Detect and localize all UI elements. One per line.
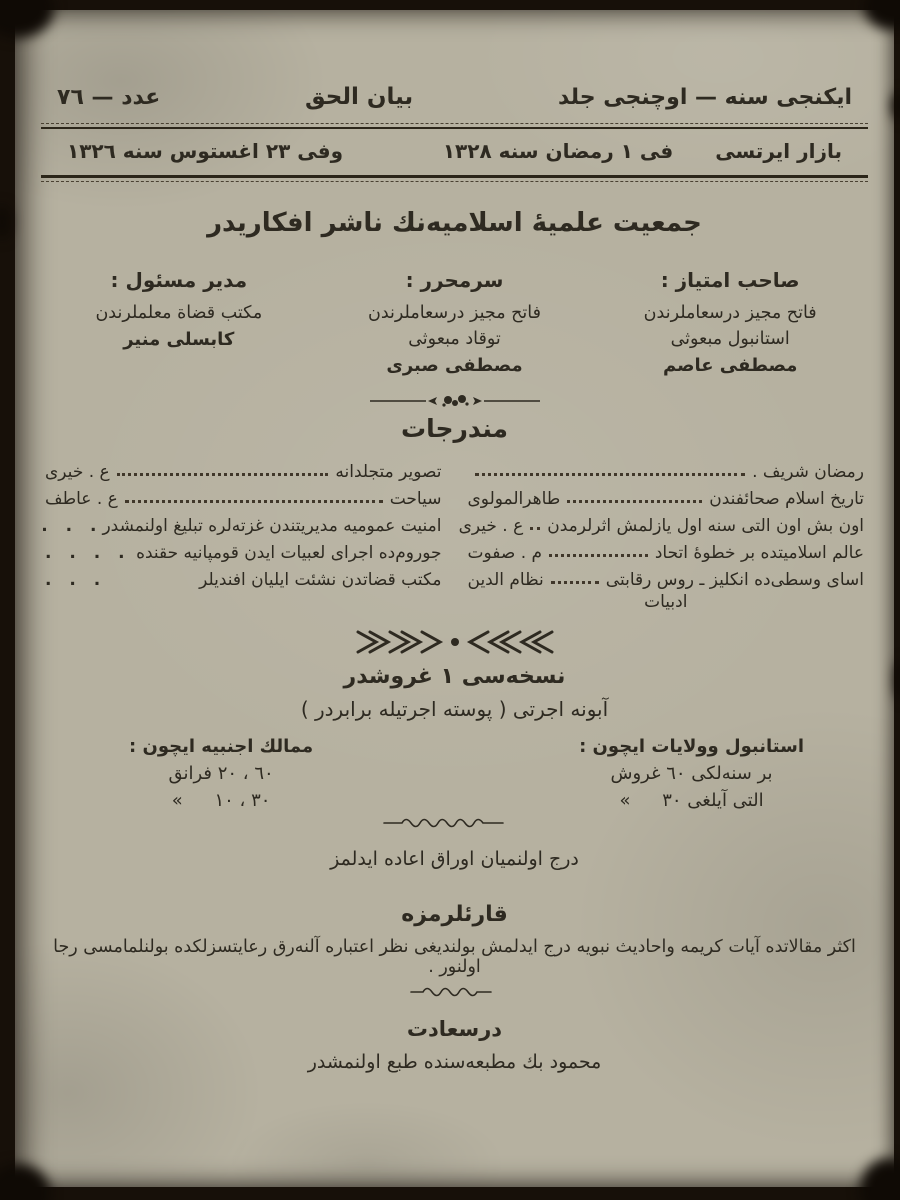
toc-entry-author: ع . عاطف [45,489,118,509]
readers-heading: قارئلرمزه [401,902,508,927]
staff-name: كابسلى منير [123,329,235,350]
subscription-rates [41,733,868,814]
toc-entry [41,509,442,536]
domestic-six-monthly-text: التى آيلغى ٣٠ [662,790,764,811]
dotted-leader [475,473,746,476]
imprint-press-line: محمود بك مطبعه‌سنده طبع اولنمشدر [307,1051,602,1073]
no-return-notice: درج اولنميان اوراق اعاده ايدلمز [330,848,579,870]
dateline-right-group [443,139,842,163]
staff-line: فاتح مجيز درسعاملرندن [643,303,817,323]
hijri-date: فى ١ رمضان سنه ١٣٢٨ [442,139,674,163]
foreign-heading: ممالك اجنبيه ايچون : [129,736,314,757]
paper-sheet [15,10,894,1187]
scan-edge-nick [0,205,10,239]
ditto-mark: » [619,790,631,811]
scan-edge-nick [895,660,900,700]
staff-line: استانبول مبعوثى [670,329,790,349]
staff-line: فاتح مجيز درسعاملرندن [367,303,541,323]
toc-entry-author: نظام الدين [467,570,544,590]
toc-entry-title: رمضان شريف . [752,462,864,482]
toc-entry-title: تاريخ اسلام صحائفندن [709,489,864,509]
wavy-divider-ornament [41,816,868,828]
table-of-contents [41,455,868,612]
toc-entry-title: جوروم‌ده اجراى لعبيات ايدن قومپانيه حقنده [136,543,442,563]
toc-entry [468,563,865,590]
journal-title: بيان الحق [305,84,414,110]
weekday: بازار ايرتسى [715,139,842,163]
staff-editor-column [317,268,593,380]
toc-entry-author: ع . خيرى [45,462,110,482]
foreign-six-monthly [129,787,313,814]
rumi-date: وفى ٢٣ اغستوس سنه ١٣٢٦ [67,139,344,163]
toc-entry [45,482,442,509]
copy-price-line: نسخه‌سى ١ غروشدر [343,664,566,689]
dotted-leader [567,500,702,503]
imprint-city: درسعادت [406,1017,503,1041]
toc-entry-author: م . صفوت [467,543,543,563]
dotted-leader [551,581,599,584]
arrow-divider-ornament [41,628,868,656]
publisher-line: جمعيت علميهٔ اسلاميه‌نك ناشر افكاريدر [207,208,702,238]
issue-number: عدد — ٧٦ [57,85,161,110]
dotted-leader [117,473,329,476]
staff-name: مصطفى عاصم [662,355,798,376]
toc-entry-page-dots: . . . . [45,543,131,563]
toc-entry-author: طاهرالمولوى [467,489,561,509]
domestic-heading: استانبول وولايات ايچون : [579,736,804,757]
toc-entry-title: سياحت [389,489,442,509]
toc-entry [45,563,442,590]
staff-role: صاحب امتياز : [660,268,800,292]
toc-entry [468,455,865,482]
toc-entry-title: عالم اسلاميتده بر خطوهٔ اتحاد [654,543,864,563]
ditto-mark: » [171,790,183,811]
toc-right-column [458,455,865,612]
toc-entry [45,536,442,563]
toc-entry-author: ع . خيرى [458,516,524,536]
readers-body: اكثر مقالاتده آيات كريمه واحاديث نبويه درج ايدلمش بولنديغى نظر اعتباره آلنه‌رق رعايتسزلكده بولنلمامسى رجا اولنور . [53,937,856,977]
subscription-note: آبونه اجرتى ( پوسته اجرتيله برابردر ) [300,697,609,721]
toc-entry-page-dots: . . . [41,516,103,536]
volume-line: ايكنجى سنه — اوچنجى جلد [558,85,852,110]
foreign-yearly: ٦٠ ، ٢٠ فرانق [168,763,274,784]
staff-owner-column [592,268,868,380]
toc-entry-title: امنيت عموميه مديريتندن غزته‌لره تبليغ اولنمشدر [102,516,442,536]
domestic-rates-column [579,733,804,814]
toc-entry [468,536,865,563]
staff-block [41,268,868,380]
toc-entry-title: اون بش اون التى سنه اول يازلمش اثرلرمدن [547,516,864,536]
dotted-leader [530,527,540,530]
staff-name: مصطفى صبرى [386,355,523,376]
small-flourish-ornament [41,392,868,410]
toc-entry [458,509,865,536]
toc-entry-title: تصوير متجلدانه [335,462,442,482]
toc-entry [468,482,865,509]
toc-entry-title: اساى وسطى‌ده انكليز ـ روس رقابتى [605,570,864,590]
domestic-six-monthly [579,787,804,814]
dateline [41,129,868,175]
toc-entry [45,455,442,482]
toc-entry-title: مكتب قضاتدن نشئت ايليان افنديلر [199,570,442,590]
toc-entry-page-dots: . . . [45,570,107,590]
foreign-rates-column [129,733,313,814]
masthead [41,84,868,110]
toc-left-column [41,455,442,612]
staff-director-column [41,268,317,380]
staff-role: مدير مسئول : [110,268,248,292]
small-wavy-ornament [41,985,868,997]
dotted-leader [549,554,648,557]
contents-heading: مندرجات [400,414,509,443]
staff-role: سرمحرر : [405,268,504,292]
domestic-yearly: بر سنه‌لكى ٦٠ غروش [610,763,773,784]
toc-entry-edebiyat: ادبيات [644,592,688,612]
dotted-leader [125,500,383,503]
staff-line: توقاد مبعوثى [408,329,501,349]
double-rule-bottom [41,175,868,182]
foreign-six-monthly-text: ٣٠ ، ١٠ [214,790,271,811]
staff-line: مكتب قضاة معلملرندن [95,303,263,323]
